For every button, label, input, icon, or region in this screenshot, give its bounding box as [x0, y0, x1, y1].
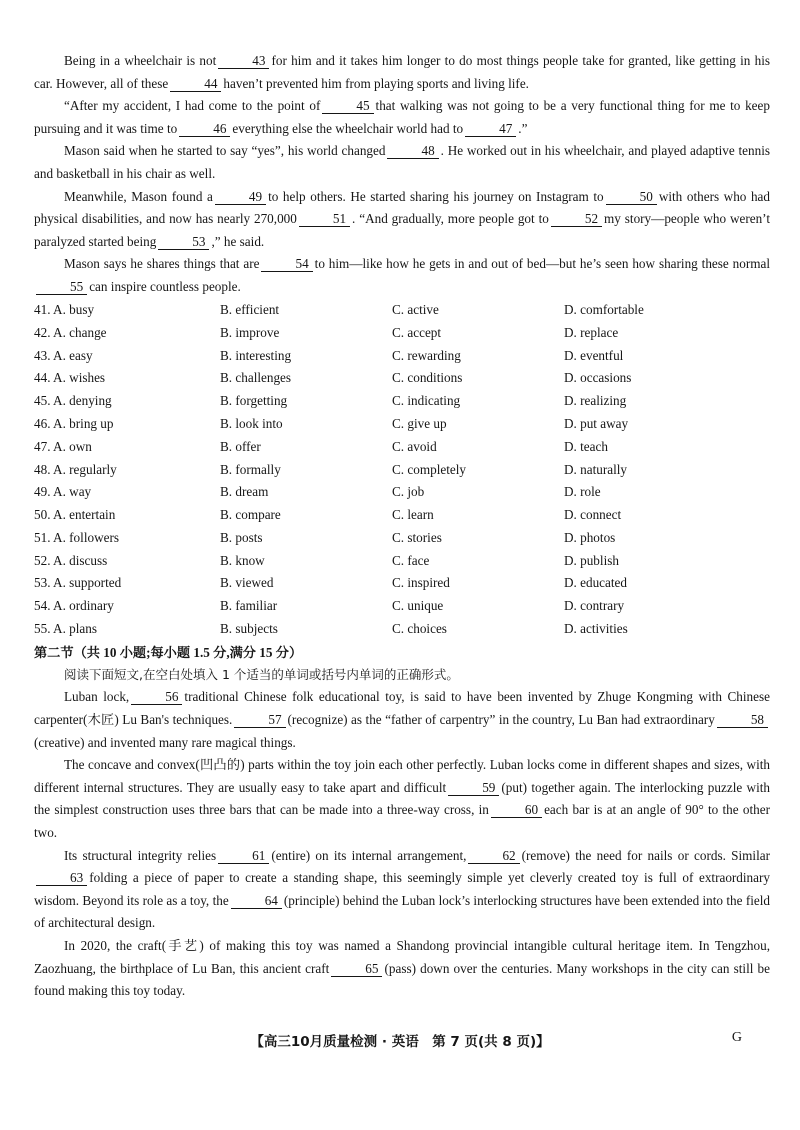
option-b: B. forgetting — [220, 393, 288, 409]
option-c: C. unique — [392, 598, 444, 614]
blank-59: 59 — [448, 780, 499, 796]
option-b: B. challenges — [220, 370, 292, 386]
blank-52: 52 — [551, 211, 602, 227]
option-a: 43. A. easy — [34, 347, 93, 363]
blank-46: 46 — [179, 121, 230, 137]
blank-57: 57 — [234, 712, 285, 728]
option-a: 55. A. plans — [34, 621, 98, 637]
option-row — [34, 458, 770, 481]
option-c: C. avoid — [392, 438, 437, 454]
option-b: B. offer — [220, 438, 261, 454]
option-d: D. realizing — [564, 393, 627, 409]
option-a: 45. A. denying — [34, 393, 112, 409]
option-c: C. give up — [392, 415, 447, 431]
option-c: C. indicating — [392, 393, 461, 409]
option-row — [34, 413, 770, 436]
paragraph-9: In 2020, the craft(手艺) of making this toy was named a Shandong provincial intangible cultural heritage item. In Tengzhou, Zaozhuang, the birthplace of Lu Ban, this ancient craft 65 (pass) down over the centuries. Many workshops in the city can still be found making this toy today. — [34, 938, 770, 999]
option-d: D. publish — [564, 552, 619, 568]
option-c: C. completely — [392, 461, 466, 477]
option-b: B. subjects — [220, 621, 278, 637]
option-d: D. contrary — [564, 598, 625, 614]
option-b: B. viewed — [220, 575, 274, 591]
blank-53: 53 — [158, 234, 209, 250]
paragraph-8: Its structural integrity relies 61 (entire) on its internal arrangement, 62 (remove) the need for nails or cords. Similar63 folding a piece of paper to create a standing shape, this seemingly simple yet cleverly created toy is full of extraordinary wisdom. Beyond its role as a toy, the 64 (principle) behind the Luban lock’s interlocking structures have been extended into the field of architectural design. — [34, 847, 770, 931]
option-c: C. active — [392, 301, 439, 317]
option-b: B. formally — [220, 461, 281, 477]
option-a: 41. A. busy — [34, 301, 95, 317]
option-row — [34, 390, 770, 413]
blank-65: 65 — [331, 961, 382, 977]
option-b: B. look into — [220, 415, 283, 431]
option-d: D. occasions — [564, 370, 632, 386]
passage-cloze — [34, 50, 770, 299]
option-d: D. comfortable — [564, 301, 644, 317]
option-b: B. dream — [220, 484, 269, 500]
option-row — [34, 435, 770, 458]
blank-61: 61 — [218, 848, 269, 864]
blank-45: 45 — [322, 98, 373, 114]
option-b: B. familiar — [220, 598, 278, 614]
blank-43: 43 — [218, 53, 269, 69]
option-row — [34, 527, 770, 550]
paragraph-6: Luban lock, 56 traditional Chinese folk educational toy, is said to have been invented by Zhuge Kongming with Chinese carpenter(木匠) Lu Ban's techniques. 57 (recognize) as the “father of carpentry” in the country, Lu Ban had extraordinary 58(creative) and invented many rare magical things. — [34, 689, 770, 750]
blank-50: 50 — [606, 189, 657, 205]
option-a: 53. A. supported — [34, 575, 122, 591]
option-c: C. conditions — [392, 370, 463, 386]
paper-code: G — [731, 1030, 742, 1045]
option-a: 42. A. change — [34, 324, 107, 340]
option-a: 44. A. wishes — [34, 370, 106, 386]
option-a: 54. A. ordinary — [34, 598, 114, 614]
option-d: D. teach — [564, 438, 608, 454]
option-row — [34, 618, 770, 641]
option-b: B. improve — [220, 324, 280, 340]
option-b: B. efficient — [220, 301, 280, 317]
option-b: B. compare — [220, 507, 281, 523]
blank-49: 49 — [215, 189, 266, 205]
option-c: C. stories — [392, 529, 442, 545]
option-d: D. replace — [564, 324, 619, 340]
blank-47: 47 — [465, 121, 516, 137]
paragraph-5: Mason says he shares things that are 54 to him—like how he gets in and out of bed—but he’s seen how sharing these normal55 can inspire countless people. — [34, 253, 770, 298]
option-c: C. inspired — [392, 575, 450, 591]
blank-62: 62 — [468, 848, 519, 864]
option-row — [34, 321, 770, 344]
option-row — [34, 549, 770, 572]
blank-58: 58 — [717, 712, 768, 728]
blank-44: 44 — [170, 76, 221, 92]
option-row — [34, 595, 770, 618]
blank-64: 64 — [231, 893, 282, 909]
section-2-instruction: 阅读下面短文,在空白处填入 1 个适当的单词或括号内单词的正确形式。 — [64, 667, 459, 683]
section-2-heading — [34, 642, 770, 664]
blank-60: 60 — [491, 802, 542, 818]
option-a: 46. A. bring up — [34, 415, 114, 431]
option-d: D. photos — [564, 529, 616, 545]
option-b: B. posts — [220, 529, 263, 545]
section-2-detail: （共 10 小题;每小题 1.5 分,满分 15 分） — [73, 645, 303, 661]
paragraph-4: Meanwhile, Mason found a 49 to help others. He started sharing his journey on Instagram to 50 with others who had physical disabilities, and now has nearly 270,000 51 . “And gradually, more people got to 52 my story—people who weren’t paralyzed started being 53 ,” he said. — [34, 188, 771, 249]
option-row — [34, 481, 770, 504]
option-a: 52. A. discuss — [34, 552, 108, 568]
option-d: D. activities — [564, 621, 628, 637]
option-b: B. know — [220, 552, 265, 568]
option-row — [34, 367, 770, 390]
blank-55: 55 — [36, 279, 87, 295]
option-c: C. rewarding — [392, 347, 461, 363]
option-c: C. face — [392, 552, 430, 568]
paragraph-7: The concave and convex(凹凸的) parts within the toy join each other perfectly. Luban locks come in different shapes and sizes, with different internal structures. They are usually easy to take apart and difficult 59 (put) together again. The interlocking puzzle with the simplest construction uses three bars that can be made into a three-way cross, in 60 each bar is at an angle of 90° to the other two. — [34, 757, 771, 841]
paragraph-3: Mason said when he started to say “yes”, his world changed 48 . He worked out in his wheelchair, and played adaptive tennis and basketball in his chair as well. — [34, 143, 770, 181]
option-c: C. job — [392, 484, 425, 500]
blank-48: 48 — [387, 143, 438, 159]
option-d: D. put away — [564, 415, 629, 431]
option-d: D. eventful — [564, 347, 624, 363]
paragraph-2: “After my accident, I had come to the point of 45 that walking was not going to be a very functional thing for me to keep pursuing and it was time to 46 everything else the wheelchair world had to 47 .” — [34, 98, 770, 136]
option-d: D. connect — [564, 507, 622, 523]
option-d: D. naturally — [564, 461, 627, 477]
blank-51: 51 — [299, 211, 350, 227]
option-a: 47. A. own — [34, 438, 92, 454]
option-a: 49. A. way — [34, 484, 92, 500]
blank-63: 63 — [36, 870, 87, 886]
options-table — [34, 299, 770, 641]
option-row — [34, 344, 770, 367]
option-c: C. choices — [392, 621, 447, 637]
passage-grammar — [34, 686, 770, 1002]
option-a: 50. A. entertain — [34, 507, 116, 523]
option-d: D. educated — [564, 575, 627, 591]
section-2-title: 第二节 — [34, 645, 74, 661]
option-row — [34, 299, 770, 322]
option-row — [34, 572, 770, 595]
blank-54: 54 — [261, 256, 312, 272]
page-footer: 【高三10月质量检测 · 英语 第 7 页(共 8 页)】 — [250, 1034, 550, 1050]
option-b: B. interesting — [220, 347, 292, 363]
blank-56: 56 — [131, 689, 182, 705]
option-d: D. role — [564, 484, 601, 500]
option-c: C. learn — [392, 507, 434, 523]
option-c: C. accept — [392, 324, 442, 340]
paragraph-1: Being in a wheelchair is not 43 for him and it takes him longer to do most things people take for granted, like getting in his car. However, all of these 44 haven’t prevented him from playing sports and living life. — [34, 53, 770, 91]
option-a: 48. A. regularly — [34, 461, 117, 477]
option-row — [34, 504, 770, 527]
option-a: 51. A. followers — [34, 529, 119, 545]
